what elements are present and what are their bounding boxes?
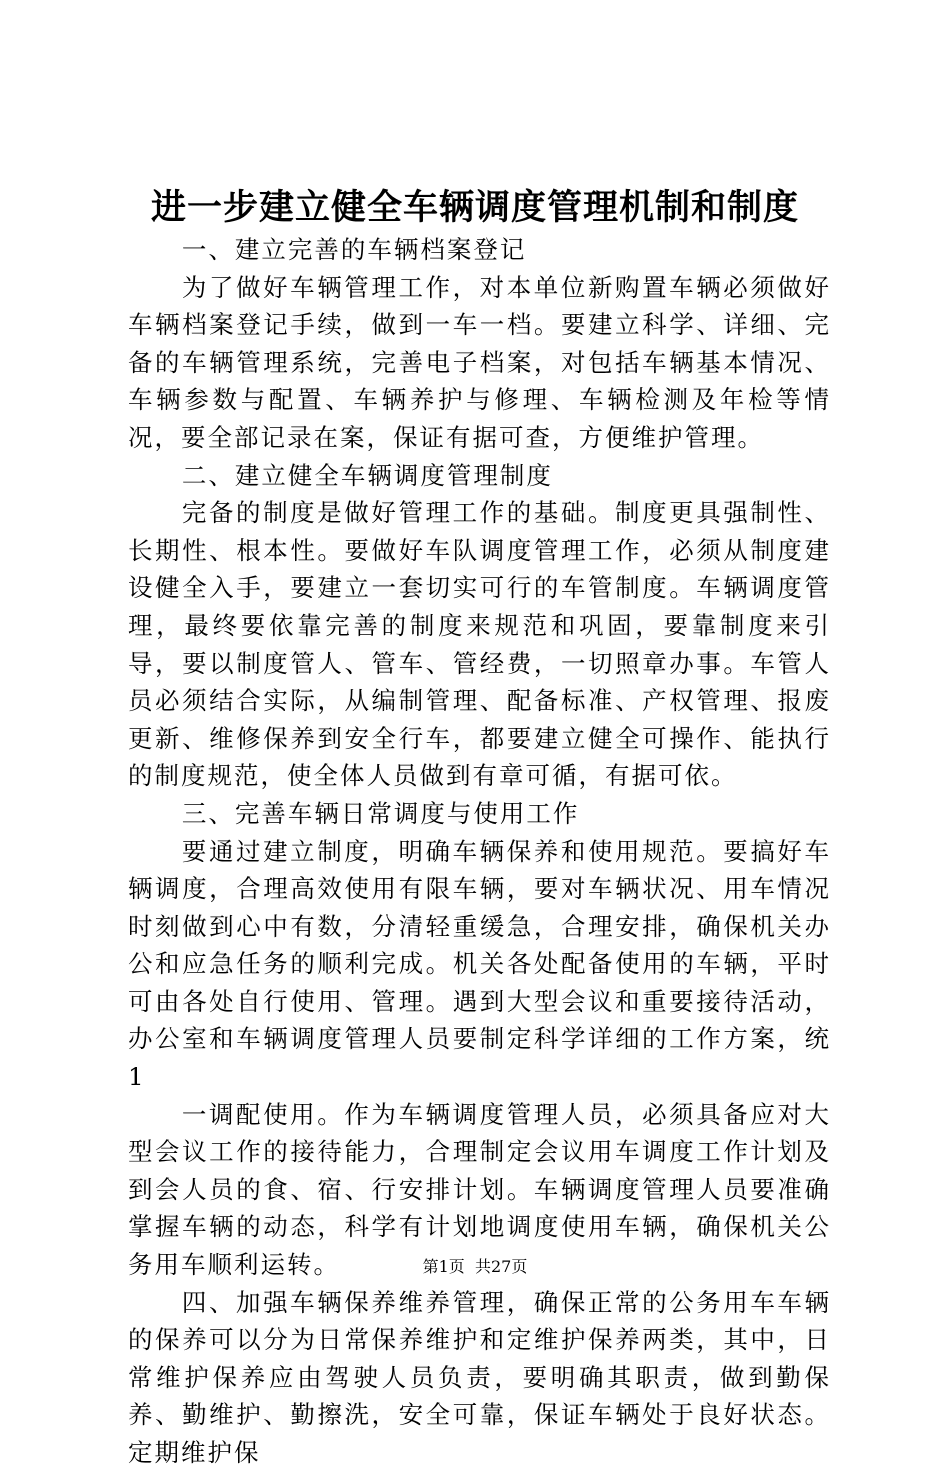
- paragraph: 完备的制度是做好管理工作的基础。制度更具强制性、长期性、根本性。要做好车队调度管理工作，必须从制度建设健全入手，要建立一套切实可行的车管制度。车辆调度管理，最终要依靠完善的制度来规范和巩固，要靠制度来引导，要以制度管人、管车、管经费，一切照章办事。车管人员必须结合实际，从编制管理、配备标准、产权管理、报废更新、维修保养到安全行车，都要建立健全可操作、能执行的制度规范，使全体人员做到有章可循，有据可依。: [128, 498, 831, 791]
- page-total: 共27页: [474, 1257, 528, 1276]
- paragraph: 为了做好车辆管理工作，对本单位新购置车辆必须做好车辆档案登记手续，做到一车一档。要建立科学、详细、完备的车辆管理系统，完善电子档案，对包括车辆基本情况、车辆参数与配置、车辆养护与修理、车辆检测及年检等情况，要全部记录在案，保证有据可查，方便维护管理。: [128, 272, 831, 452]
- section-heading-1: 一、建立完善的车辆档案登记: [181, 235, 527, 264]
- document-body: [128, 231, 831, 1472]
- page-footer: [0, 1256, 950, 1278]
- page-number: 第1页: [422, 1257, 465, 1276]
- section-heading-3: 三、完善车辆日常调度与使用工作: [181, 798, 580, 828]
- paragraph: 一调配使用。作为车辆调度管理人员，必须具备应对大型会议工作的接待能力，合理制定会议用车调度工作计划及到会人员的食、宿、行安排计划。车辆调度管理人员要准确掌握车辆的动态，科学有计划地调度使用车辆，确保机关公务用车顺利运转。: [128, 1099, 831, 1280]
- paragraph: 要通过建立制度，明确车辆保养和使用规范。要搞好车辆调度，合理高效使用有限车辆，要对车辆状况、用车情况时刻做到心中有数，分清轻重缓急，合理安排，确保机关办公和应急任务的顺利完成。机关各处配备使用的车辆，平时可由各处自行使用、管理。遇到大型会议和重要接待活动，办公室和车辆调度管理人员要制定科学详细的工作方案，统1: [128, 836, 831, 1092]
- section-heading-2: 二、建立健全车辆调度管理制度: [181, 460, 553, 490]
- document-title: 进一步建立健全车辆调度管理机制和制度: [150, 187, 799, 228]
- paragraph: 四、加强车辆保养维养管理，确保正常的公务用车车辆的保养可以分为日常保养维护和定维护保养两类，其中，日常维护保养应由驾驶人员负责，要明确其职责，做到勤保养、勤维护、勤擦洗，安全可靠，保证车辆处于良好状态。定期维护保: [128, 1287, 831, 1467]
